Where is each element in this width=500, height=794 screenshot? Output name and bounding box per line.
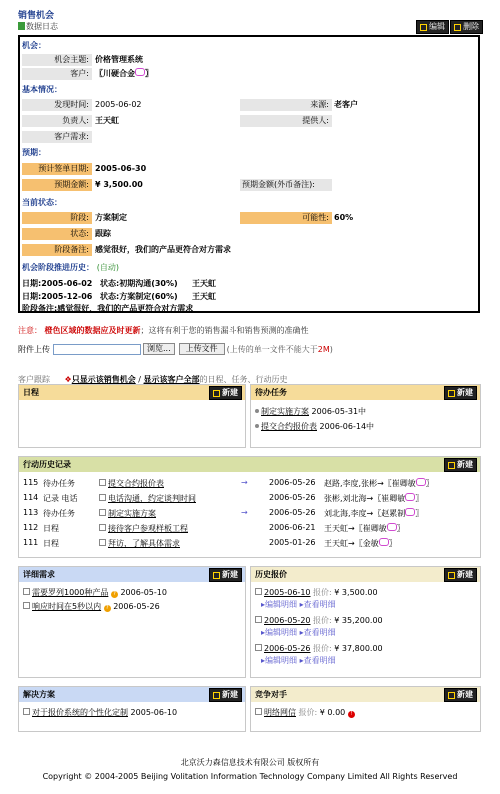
item-icon <box>23 708 30 715</box>
new-solution-button[interactable]: 新建 <box>209 688 242 702</box>
quotes-panel <box>250 566 481 678</box>
bullet-icon <box>255 424 259 428</box>
quote-date-link[interactable]: 2006-05-20 <box>264 616 311 625</box>
file-path-input[interactable] <box>53 344 141 355</box>
section-forecast: 预期： <box>22 148 46 157</box>
provider-label: 提供人: <box>240 115 332 127</box>
new-icon <box>213 390 220 397</box>
item-icon <box>255 708 262 715</box>
section-basic: 基本情况： <box>22 85 62 94</box>
sign-date-value: 2005-06-30 <box>95 164 147 173</box>
upload-label: 附件上传 <box>18 344 50 354</box>
remark-value: 感觉很好，我们的产品更符合对方需求 <box>95 245 231 254</box>
sign-date-label: 预计签单日期: <box>22 163 92 175</box>
action-id: 114 <box>23 493 39 502</box>
remark-label: 阶段备注: <box>22 244 92 256</box>
possibility-label: 可能性: <box>240 212 332 224</box>
customer-value[interactable]: 〖川硬合金 〗 <box>95 69 153 78</box>
found-label: 发现时间: <box>22 99 92 111</box>
new-icon <box>213 692 220 699</box>
table-row <box>19 538 479 550</box>
table-row <box>19 493 479 505</box>
action-subject-link[interactable]: 接待客户参观样板工程 <box>108 524 188 533</box>
list-item: 2006-05-26 报价: ¥ 37,800.00 <box>255 643 383 654</box>
customer-card-icon[interactable] <box>135 68 145 76</box>
section-status: 当前状态： <box>22 198 62 207</box>
view-detail-link[interactable]: ▸查看明细 <box>299 628 336 637</box>
quote-date-link[interactable]: 2005-06-10 <box>264 588 311 597</box>
action-people: 王天虹→〖崔卿敏 〗 <box>324 524 405 533</box>
action-people: 赵路,李度,张彬→〖崔卿敏 〗 <box>324 479 434 488</box>
owner-value: 王天虹 <box>95 116 119 125</box>
table-row <box>19 508 479 520</box>
item-icon <box>99 494 106 501</box>
state-label: 状态: <box>22 228 92 240</box>
state-value: 跟踪 <box>95 229 111 238</box>
task-link[interactable]: 提交合约报价表 <box>261 422 317 431</box>
new-competitor-button[interactable]: 新建 <box>444 688 477 702</box>
actions-panel <box>18 456 481 558</box>
history-title: 机会阶段推进历史： (自动) <box>22 263 120 272</box>
schedule-panel-header: 日程 新建 <box>19 385 245 400</box>
history-row: 日期:2005-12-06 状态:方案制定(60%) 王天虹 <box>22 292 216 301</box>
topic-label: 机会主题: <box>22 54 92 66</box>
item-icon <box>99 509 106 516</box>
new-task-button[interactable]: 新建 <box>444 386 477 400</box>
action-type: 待办任务 <box>43 509 75 518</box>
item-icon <box>255 588 262 595</box>
quote-detail-links <box>261 599 336 610</box>
new-icon <box>448 692 455 699</box>
view-detail-link[interactable]: ▸查看明细 <box>299 656 336 665</box>
solution-link[interactable]: 对于报价系统的个性化定制 <box>32 708 128 717</box>
possibility-value: 60% <box>334 213 354 222</box>
action-people: 张彬,刘北海→〖崔卿敏 〗 <box>324 494 424 503</box>
item-icon <box>99 479 106 486</box>
quote-price: ¥ 3,500.00 <box>334 588 378 597</box>
list-item: 制定实施方案 2006-05-31中 <box>255 406 366 417</box>
solution-panel <box>18 686 246 732</box>
section-opportunity: 机会： <box>22 41 46 50</box>
action-subject-link[interactable]: 拜访，了解具体需求 <box>108 539 180 548</box>
document-icon <box>18 22 25 30</box>
amount-fx-label: 预期金额(外币备注): <box>240 179 332 191</box>
tab-only-this[interactable]: 只显示该销售机会 <box>71 375 136 384</box>
action-date: 2006-06-21 <box>269 523 316 532</box>
edit-detail-link[interactable]: ▸编辑明细 <box>261 628 298 637</box>
amount-value: ¥ 3,500.00 <box>95 180 143 189</box>
list-item: 2006-05-20 报价: ¥ 35,200.00 <box>255 615 383 626</box>
update-note: 注意： 橙色区域的数据应及时更新；这将有利于您的销售漏斗和销售预测的准确性 <box>18 326 309 335</box>
edit-detail-link[interactable]: ▸编辑明细 <box>261 600 298 609</box>
amount-label: 预期金额: <box>22 179 92 191</box>
delete-icon <box>454 24 461 31</box>
competitor-panel-header: 竞争对手 新建 <box>251 687 480 702</box>
stage-label: 阶段: <box>22 212 92 224</box>
upload-row <box>18 343 333 355</box>
action-subject-link[interactable]: 制定实施方案 <box>108 509 156 518</box>
opportunity-details <box>18 35 480 313</box>
item-icon <box>23 602 30 609</box>
action-id: 115 <box>23 478 39 487</box>
list-item: 对于报价系统的个性化定制 2005-06-10 <box>23 707 177 718</box>
forward-arrow-icon: → <box>241 478 248 487</box>
contact-card-icon[interactable] <box>387 523 397 531</box>
action-id: 113 <box>23 508 39 517</box>
new-schedule-button[interactable]: 新建 <box>209 386 242 400</box>
action-type: 待办任务 <box>43 479 75 488</box>
bullet-icon <box>255 409 259 413</box>
list-item: 2005-06-10 报价: ¥ 3,500.00 <box>255 587 378 598</box>
schedule-panel <box>18 384 246 448</box>
forward-arrow-icon: → <box>241 508 248 517</box>
diamond-icon: ❖ <box>64 375 72 384</box>
question-icon[interactable]: ? <box>111 591 118 598</box>
stage-value: 方案制定 <box>95 213 127 222</box>
owner-label: 负责人: <box>22 115 92 127</box>
customer-label: 客户: <box>22 68 92 80</box>
action-subject-link[interactable]: 提交合约报价表 <box>108 479 164 488</box>
new-action-button[interactable]: 新建 <box>444 458 477 472</box>
found-value: 2005-06-02 <box>95 100 142 109</box>
competitor-panel <box>250 686 481 732</box>
quote-price: ¥ 35,200.00 <box>334 616 383 625</box>
action-type: 日程 <box>43 524 59 533</box>
source-value: 老客户 <box>334 100 358 109</box>
action-date: 2006-05-26 <box>269 508 316 517</box>
action-people: 王天虹→〖金敏 〗 <box>324 539 397 548</box>
needs-panel <box>18 566 246 678</box>
question-icon[interactable]: ? <box>104 605 111 612</box>
actions-panel-header: 行动历史记录 新建 <box>19 457 480 472</box>
footer-company: 北京沃力森信息技术有限公司 版权所有 <box>180 758 320 767</box>
action-people: 刘北海,李度→〖赵累制 〗 <box>324 509 424 518</box>
list-item: 提交合约报价表 2006-06-14中 <box>255 421 374 432</box>
item-icon <box>99 524 106 531</box>
tasks-panel <box>250 384 481 448</box>
action-date: 2006-05-26 <box>269 493 316 502</box>
action-subject-link[interactable]: 电话沟通，约定谈判时间 <box>108 494 196 503</box>
need-link[interactable]: 需要罗列1000种产品 <box>32 588 109 597</box>
view-detail-link[interactable]: ▸查看明细 <box>299 600 336 609</box>
delete-button[interactable]: 删除 <box>450 20 483 34</box>
history-row: 日期:2005-06-02 状态:初期沟通(30%) 王天虹 <box>22 279 216 288</box>
upload-file-button[interactable]: 上传文件 <box>179 343 225 355</box>
quote-price: ¥ 37,800.00 <box>334 644 383 653</box>
solution-panel-header: 解决方案 新建 <box>19 687 245 702</box>
edit-button[interactable]: 编辑 <box>416 20 449 34</box>
new-icon <box>213 572 220 579</box>
list-item: 响应时间在5秒以内 ? 2006-05-26 <box>23 601 160 612</box>
task-link[interactable]: 制定实施方案 <box>261 407 309 416</box>
tab-show-all[interactable]: 显示该客户全部 <box>143 375 200 384</box>
quote-detail-links <box>261 655 336 666</box>
quote-detail-links <box>261 627 336 638</box>
edit-icon <box>420 24 427 31</box>
footer-copyright: Copyright © 2004-2005 Beijing Volitation Information Technology Company Limited All Rights Reserved <box>42 772 458 781</box>
history-remark: 阶段备注:感觉很好，我们的产品更符合对方需求 <box>22 304 194 313</box>
upload-hint: (上传的单一文件不能大于2M) <box>226 344 333 354</box>
item-icon <box>23 588 30 595</box>
tab-customer-track[interactable]: 客户跟踪 <box>18 375 50 384</box>
action-id: 111 <box>23 538 39 547</box>
quotes-panel-header: 历史报价 新建 <box>251 567 480 582</box>
competitor-link[interactable]: 明络网信 <box>264 708 296 717</box>
action-date: 2006-05-26 <box>269 478 316 487</box>
tasks-panel-header: 待办任务 新建 <box>251 385 480 400</box>
contact-card-icon[interactable] <box>405 508 415 516</box>
topic-value: 价格管理系统 <box>95 55 143 64</box>
list-item: 明络网信 报价: ¥ 0.00 ! <box>255 707 355 718</box>
needs-panel-header: 详细需求 新建 <box>19 567 245 582</box>
action-date: 2005-01-26 <box>269 538 316 547</box>
item-icon <box>255 644 262 651</box>
table-row <box>19 478 479 490</box>
need-label: 客户需求: <box>22 131 92 143</box>
browse-button[interactable]: 浏览... <box>143 343 175 355</box>
new-icon <box>448 572 455 579</box>
list-item: 需要罗列1000种产品 ? 2006-05-10 <box>23 587 167 598</box>
new-icon <box>448 462 455 469</box>
action-type: 记录 电话 <box>43 494 78 503</box>
page-title: 销售机会 <box>18 11 55 21</box>
contact-card-icon[interactable] <box>416 478 426 486</box>
action-id: 112 <box>23 523 39 532</box>
action-type: 日程 <box>43 539 59 548</box>
item-icon <box>99 539 106 546</box>
item-icon <box>255 616 262 623</box>
data-log-link[interactable]: 数据日志 <box>18 21 58 32</box>
new-need-button[interactable]: 新建 <box>209 568 242 582</box>
table-row <box>19 523 479 535</box>
source-label: 来源: <box>240 99 332 111</box>
contact-card-icon[interactable] <box>405 493 415 501</box>
edit-detail-link[interactable]: ▸编辑明细 <box>261 656 298 665</box>
need-link[interactable]: 响应时间在5秒以内 <box>32 602 102 611</box>
alert-icon[interactable]: ! <box>348 711 355 718</box>
new-icon <box>448 390 455 397</box>
filter-tabs: 客户跟踪 ❖只显示该销售机会 / 显示该客户全部的日程、任务、行动历史 <box>18 375 288 384</box>
new-quote-button[interactable]: 新建 <box>444 568 477 582</box>
contact-card-icon[interactable] <box>379 538 389 546</box>
quote-date-link[interactable]: 2006-05-26 <box>264 644 311 653</box>
